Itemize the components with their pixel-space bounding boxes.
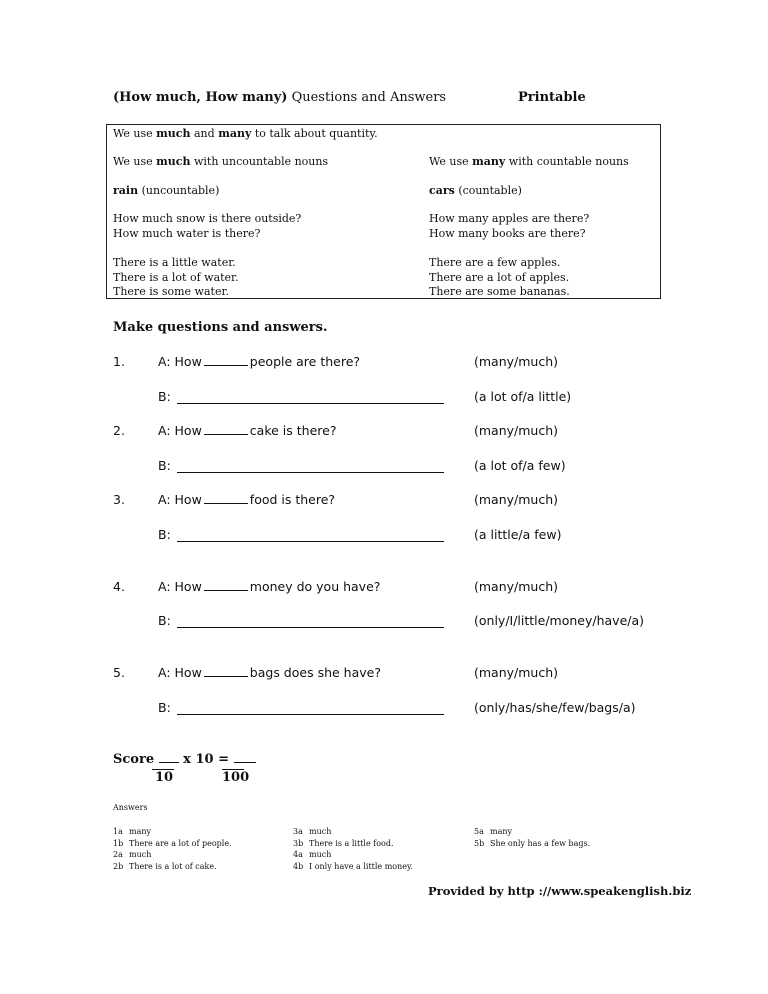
answers-column-2	[293, 826, 413, 872]
answer-hint: (only/has/she/few/bags/a)	[474, 700, 636, 715]
answer-key-item: 4a much	[293, 850, 332, 859]
question-hint: (many/much)	[474, 492, 559, 507]
answer-key-item: 3b There is a little food.	[293, 838, 394, 848]
answer-key-item: 2b There is a lot of cake.	[113, 861, 217, 871]
question-hint: (many/much)	[474, 354, 559, 369]
rules-box	[106, 124, 661, 299]
provided-by-link[interactable]: Provided by http ://www.speakenglish.biz	[428, 884, 692, 898]
answer-blank[interactable]	[204, 355, 248, 366]
answer-key-item: 1a many	[113, 827, 152, 836]
answer-blank[interactable]	[204, 580, 248, 591]
answer-blank[interactable]	[204, 424, 248, 435]
many-answer-1: There are a few apples.	[429, 256, 561, 269]
answer-line[interactable]	[177, 472, 444, 473]
answer-b-label: B:	[158, 700, 171, 715]
answer-b-label: B:	[158, 527, 171, 542]
answer-key-item: 5b She only has a few bags.	[474, 838, 591, 848]
question-hint: (many/much)	[474, 665, 559, 680]
many-answer-3: There are some bananas.	[429, 285, 570, 298]
printable-label: Printable	[518, 90, 586, 105]
question-number: 3.	[113, 492, 125, 507]
question-hint: (many/much)	[474, 579, 559, 594]
question-a-line: A: How money do you have?	[158, 579, 381, 594]
title-rest: Questions and Answers	[287, 90, 447, 105]
answer-key-item: 5a many	[474, 827, 513, 836]
countable-rule: We use many with countable nouns	[429, 155, 629, 168]
answer-key-item: 1b There are a lot of people.	[113, 838, 232, 848]
many-question-2: How many books are there?	[429, 227, 586, 240]
answer-key-item: 4b I only have a little money.	[293, 861, 413, 871]
rules-intro: We use much and many to talk about quantity.	[113, 127, 378, 140]
exercise-heading: Make questions and answers.	[113, 320, 328, 335]
answer-key-item: 3a much	[293, 827, 332, 836]
answers-label: Answers	[113, 803, 148, 812]
question-number: 5.	[113, 665, 125, 680]
answer-blank[interactable]	[204, 666, 248, 677]
many-question-1: How many apples are there?	[429, 212, 590, 225]
score-line: Score x 10 =	[113, 752, 256, 767]
answer-line[interactable]	[177, 714, 444, 715]
question-a-line: A: How bags does she have?	[158, 665, 381, 680]
much-question-1: How much snow is there outside?	[113, 212, 302, 225]
uncountable-example: rain (uncountable)	[113, 184, 220, 197]
answer-hint: (only/I/little/money/have/a)	[474, 613, 645, 628]
question-hint: (many/much)	[474, 423, 559, 438]
page-title	[113, 90, 446, 105]
answers-column-3	[474, 826, 590, 849]
answer-hint: (a lot of/a little)	[474, 389, 572, 404]
question-a-line: A: How food is there?	[158, 492, 336, 507]
answer-hint: (a little/a few)	[474, 527, 562, 542]
much-answer-3: There is some water.	[113, 285, 230, 298]
score-result-blank[interactable]	[234, 752, 256, 763]
title-bold: (How much, How many)	[113, 90, 288, 105]
much-answer-1: There is a little water.	[113, 256, 236, 269]
answer-line[interactable]	[177, 541, 444, 542]
question-a-line: A: How cake is there?	[158, 423, 337, 438]
uncountable-rule: We use much with uncountable nouns	[113, 155, 329, 168]
many-answer-2: There are a lot of apples.	[429, 271, 570, 284]
answers-column-1	[113, 826, 232, 872]
score-denominator: 10	[155, 770, 174, 785]
answer-hint: (a lot of/a few)	[474, 458, 566, 473]
much-answer-2: There is a lot of water.	[113, 271, 239, 284]
question-number: 2.	[113, 423, 125, 438]
question-a-line: A: How people are there?	[158, 354, 361, 369]
answer-b-label: B:	[158, 613, 171, 628]
answer-line[interactable]	[177, 627, 444, 628]
question-number: 4.	[113, 579, 125, 594]
answer-blank[interactable]	[204, 493, 248, 504]
question-number: 1.	[113, 354, 125, 369]
answer-line[interactable]	[177, 403, 444, 404]
answer-b-label: B:	[158, 389, 171, 404]
answer-key-item: 2a much	[113, 850, 152, 859]
score-blank[interactable]	[159, 752, 179, 763]
score-total-denominator: 100	[222, 770, 250, 785]
answer-b-label: B:	[158, 458, 171, 473]
much-question-2: How much water is there?	[113, 227, 261, 240]
countable-example: cars (countable)	[429, 184, 522, 197]
